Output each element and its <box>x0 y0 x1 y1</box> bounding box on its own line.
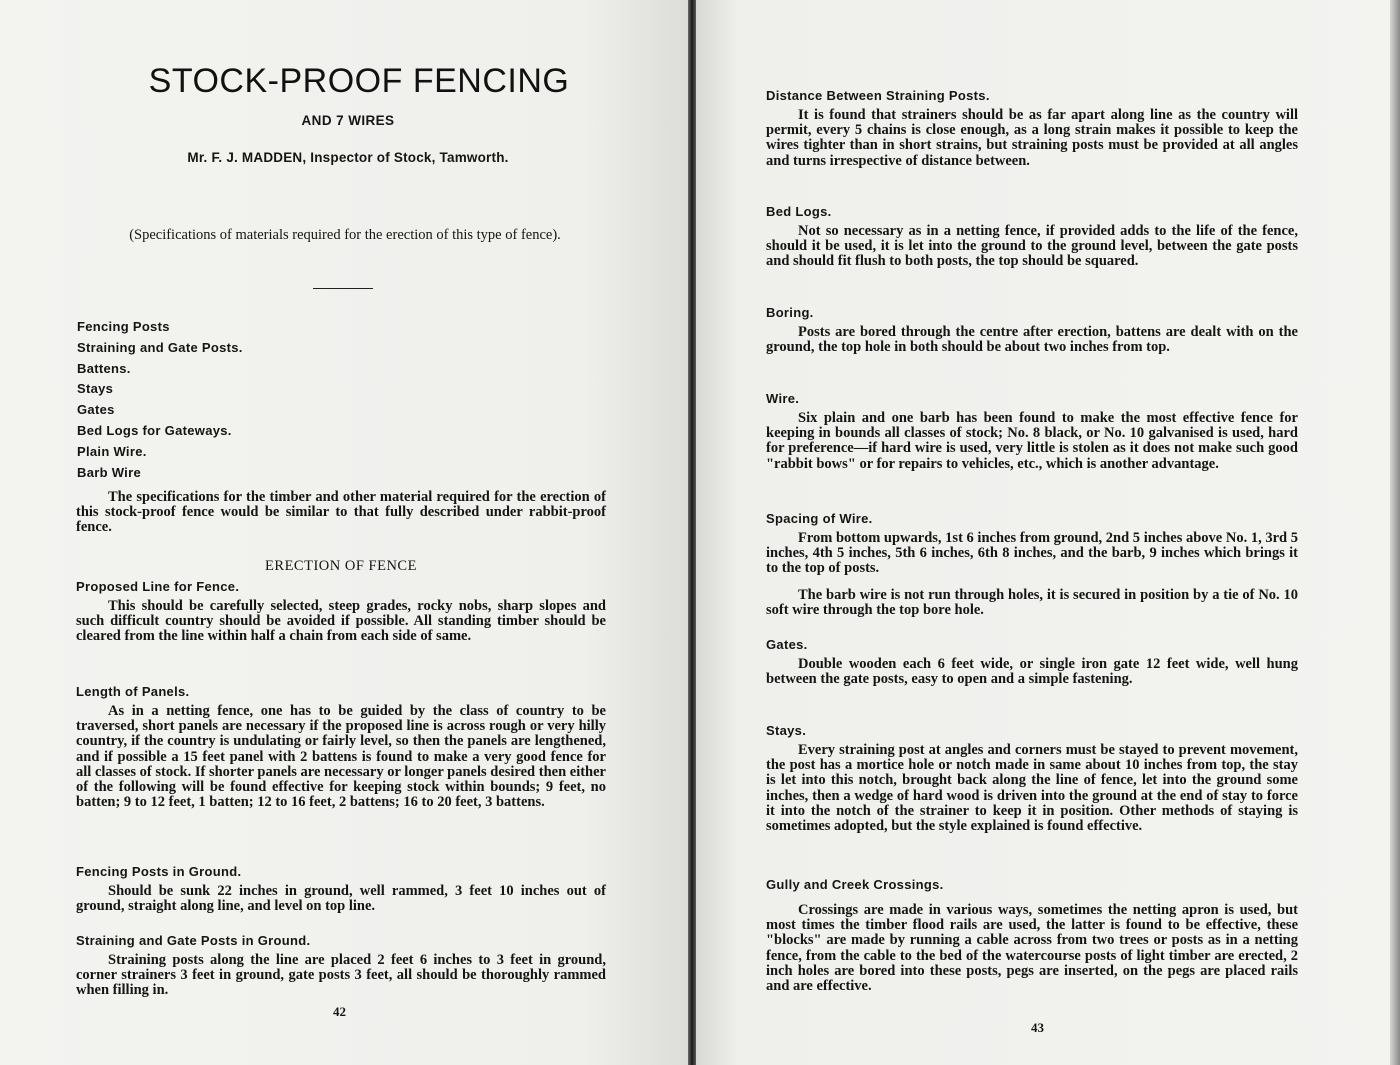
list-item: Straining and Gate Posts. <box>77 339 243 355</box>
section-heading: Length of Panels. <box>76 684 190 699</box>
section-heading: Spacing of Wire. <box>766 511 873 526</box>
section-paragraph: As in a netting fence, one has to be guided by the class of country to be traversed, short panels are necessary if the proposed line is across rough or very hilly country, if the country is undulating or fairly level, so then the panels are lengthened, and if possible a 15 feet panel with 2 battens is found to make a very good fence for all classes of stock. If shorter panels are necessary or longer panels desired then either of the following will be found effective for keeping stock within bounds; 9 feet, no batten; 9 to 12 feet, 1 batten; 12 to 16 feet, 2 battens; 16 to 20 feet, 3 battens. <box>76 703 606 811</box>
materials-list <box>77 317 243 483</box>
bed-logs-section <box>766 203 1298 270</box>
page-edge <box>1390 0 1400 1065</box>
distance-section <box>766 87 1298 169</box>
section-heading: Stays. <box>766 723 807 738</box>
section-paragraph: Crossings are made in various ways, sometimes the netting apron is used, but most times the timber flood rails are used, the latter is found to be effective, these "blocks" are made by running a cable across from two trees or posts as in a netting fence, from the cable to the bed of the watercourse posts of light timber are erected, 2 inch holes are bored into these posts, pegs are inserted, on the pegs are placed rails and are effective. <box>766 902 1298 995</box>
section-paragraph: Double wooden each 6 feet wide, or single iron gate 12 feet wide, well hung between the gate posts, easy to open and a simple fastening. <box>766 656 1298 688</box>
page-number: 42 <box>333 1004 346 1019</box>
section-heading: Straining and Gate Posts in Ground. <box>76 933 311 948</box>
straining-posts-section <box>76 932 606 999</box>
section-paragraph: It is found that strainers should be as far apart along line as the country will permit, every 5 chains is close enough, as a long strain makes it possible to keep the wires tighter than in short strains, but straining posts must be provided at all angles and turns irrespective of distance between. <box>766 107 1298 169</box>
list-item: Plain Wire. <box>77 443 147 459</box>
specification-note: (Specifications of materials required for the erection of this type of fence). <box>129 227 561 243</box>
proposed-line-section <box>76 578 606 645</box>
boring-section <box>766 304 1298 355</box>
section-paragraph: Every straining post at angles and corners must be stayed to prevent movement, the post has a mortice hole or notch made in same about 10 inches from top, the stay is let into this notch, brought back along the line of fence, let into the ground some inches, then a wedge of hard wood is driven into the ground at the end of stay to force it into the notch of the strainer to keep it in position. Other methods of staying is sometimes adopted, but the style explained is found effective. <box>766 742 1298 835</box>
section-paragraph: Posts are bored through the centre after erection, battens are dealt with on the ground, the top hole in both should be about two inches from top. <box>766 324 1298 356</box>
section-paragraph: Not so necessary as in a netting fence, if provided adds to the life of the fence, should it be used, it is let into the ground to the ground level, between the gate posts and should fit flush to both posts, the top should be squared. <box>766 223 1298 270</box>
left-page <box>0 0 688 1065</box>
section-paragraph: This should be carefully selected, steep grades, rocky nobs, sharp slopes and such difficult country should be avoided if possible. All standing timber should be cleared from the line within half a chain from each side of same. <box>76 598 606 645</box>
gully-section <box>766 876 1298 994</box>
section-paragraph: The barb wire is not run through holes, it is secured in position by a tie of No. 10 soft wire through the top bore hole. <box>766 586 1298 618</box>
page-number: 43 <box>1031 1020 1044 1035</box>
section-heading: Fencing Posts in Ground. <box>76 864 242 879</box>
stays-section <box>766 722 1298 834</box>
gates-section <box>766 636 1298 687</box>
book-gutter <box>688 0 696 1065</box>
section-heading: ERECTION OF FENCE <box>265 558 417 574</box>
section-paragraph: Six plain and one barb has been found to make the most effective fence for keeping in bounds all classes of stock; No. 8 black, or No. 10 galvanised is used, hard for preference—if hard wire is used, very little is stolen as it does not make such good "rabbit bows" or for repairs to vehicles, etc., which is another advantage. <box>766 410 1298 472</box>
page-title: STOCK-PROOF FENCING <box>148 62 570 100</box>
section-paragraph: Should be sunk 22 inches in ground, well rammed, 3 feet 10 inches out of ground, straight along line, and level on top line. <box>76 883 606 915</box>
section-heading: Gully and Creek Crossings. <box>766 877 944 892</box>
section-heading: Gates. <box>766 637 808 652</box>
section-heading: Boring. <box>766 305 814 320</box>
list-item: Gates <box>77 402 115 418</box>
section-heading: Wire. <box>766 391 800 406</box>
spacing-section <box>766 510 1298 618</box>
author-line: Mr. F. J. MADDEN, Inspector of Stock, Tamworth. <box>187 150 509 165</box>
section-heading: Distance Between Straining Posts. <box>766 88 990 103</box>
subtitle: AND 7 WIRES <box>301 113 395 128</box>
posts-in-ground-section <box>76 863 606 914</box>
list-item: Battens. <box>77 360 131 376</box>
list-item: Bed Logs for Gateways. <box>77 422 232 438</box>
section-paragraph: From bottom upwards, 1st 6 inches from ground, 2nd 5 inches above No. 1, 3rd 5 inches, 4th 5 inches, 5th 6 inches, 6th 8 inches, and the barb, 9 inches which brings it to the top of posts. <box>766 530 1298 577</box>
panels-section <box>76 683 606 810</box>
specifications-paragraph: The specifications for the timber and other material required for the erection of this stock-proof fence would be similar to that fully described under rabbit-proof fence. <box>76 489 606 536</box>
list-item: Stays <box>77 381 114 397</box>
section-heading: Proposed Line for Fence. <box>76 579 240 594</box>
section-heading: Bed Logs. <box>766 204 832 219</box>
section-paragraph: Straining posts along the line are placed 2 feet 6 inches to 3 feet in ground, corner strainers 3 feet in ground, gate posts 3 feet, all should be thoroughly rammed when filling in. <box>76 952 606 999</box>
divider <box>313 288 373 289</box>
list-item: Barb Wire <box>77 464 141 480</box>
wire-section <box>766 390 1298 472</box>
list-item: Fencing Posts <box>77 319 170 334</box>
right-page <box>696 0 1400 1065</box>
specifications-section <box>76 490 606 536</box>
erection-section <box>76 558 606 575</box>
